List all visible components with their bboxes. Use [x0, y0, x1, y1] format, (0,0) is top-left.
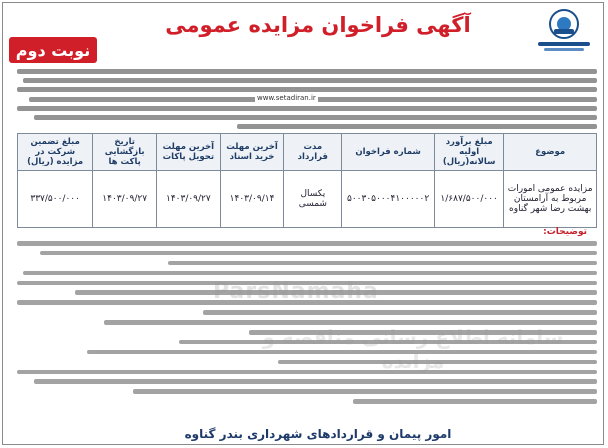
- tender-table: [17, 133, 597, 228]
- website-link[interactable]: www.setadiran.ir: [257, 94, 316, 102]
- watermark-logo-fa: سامانه اطلاع رسانی مناقصه و مزایده: [262, 325, 564, 373]
- cell-subject: مزایده عمومی امورات مربوط به آرامستان بهشت رضا شهر گناوه: [504, 171, 597, 228]
- header-estimate: مبلغ برآورد اولیه سالانه(ریال): [434, 134, 503, 171]
- cell-envelope-deadline: ۱۴۰۳/۰۹/۲۷: [157, 171, 221, 228]
- cell-call-number: ۵۰۰۳۰۵۰۰۰۴۱۰۰۰۰۰۲: [342, 171, 435, 228]
- notice-frame: [2, 2, 604, 445]
- notes-heading: توضیحات:: [543, 227, 587, 237]
- header-guarantee-amount: مبلغ تضمین شرکت در مزایده (ریال): [18, 134, 93, 171]
- cell-guarantee-amount: ۳۳۷/۵۰۰/۰۰۰: [18, 171, 93, 228]
- watermark-logo-en: ParsNamaha: [213, 279, 379, 304]
- cell-opening-date: ۱۴۰۳/۰۹/۲۷: [93, 171, 157, 228]
- header-subject: موضوع: [504, 134, 597, 171]
- table-row: [18, 171, 597, 228]
- cell-contract-duration: یکسال شمسی: [284, 171, 342, 228]
- header-envelope-deadline: آخرین مهلت تحویل پاکات: [157, 134, 221, 171]
- second-round-badge: نوبت دوم: [9, 37, 97, 63]
- issuer-footer: امور پیمان و قراردادهای شهرداری بندر گناوه: [184, 427, 452, 441]
- municipality-logo: [533, 9, 595, 61]
- cell-estimate: ۱/۶۸۷/۵۰۰/۰۰۰: [434, 171, 503, 228]
- notice-title: آگهی فراخوان مزایده عمومی: [165, 13, 471, 37]
- header-opening-date: تاریخ بازگشایی پاکت ها: [93, 134, 157, 171]
- table-header-row: [18, 134, 597, 171]
- cell-document-deadline: ۱۴۰۳/۰۹/۱۴: [220, 171, 284, 228]
- header-call-number: شماره فراخوان: [342, 134, 435, 171]
- header-contract-duration: مدت قرارداد: [284, 134, 342, 171]
- header-document-deadline: آخرین مهلت خرید اسناد: [220, 134, 284, 171]
- emblem-icon: [549, 9, 579, 39]
